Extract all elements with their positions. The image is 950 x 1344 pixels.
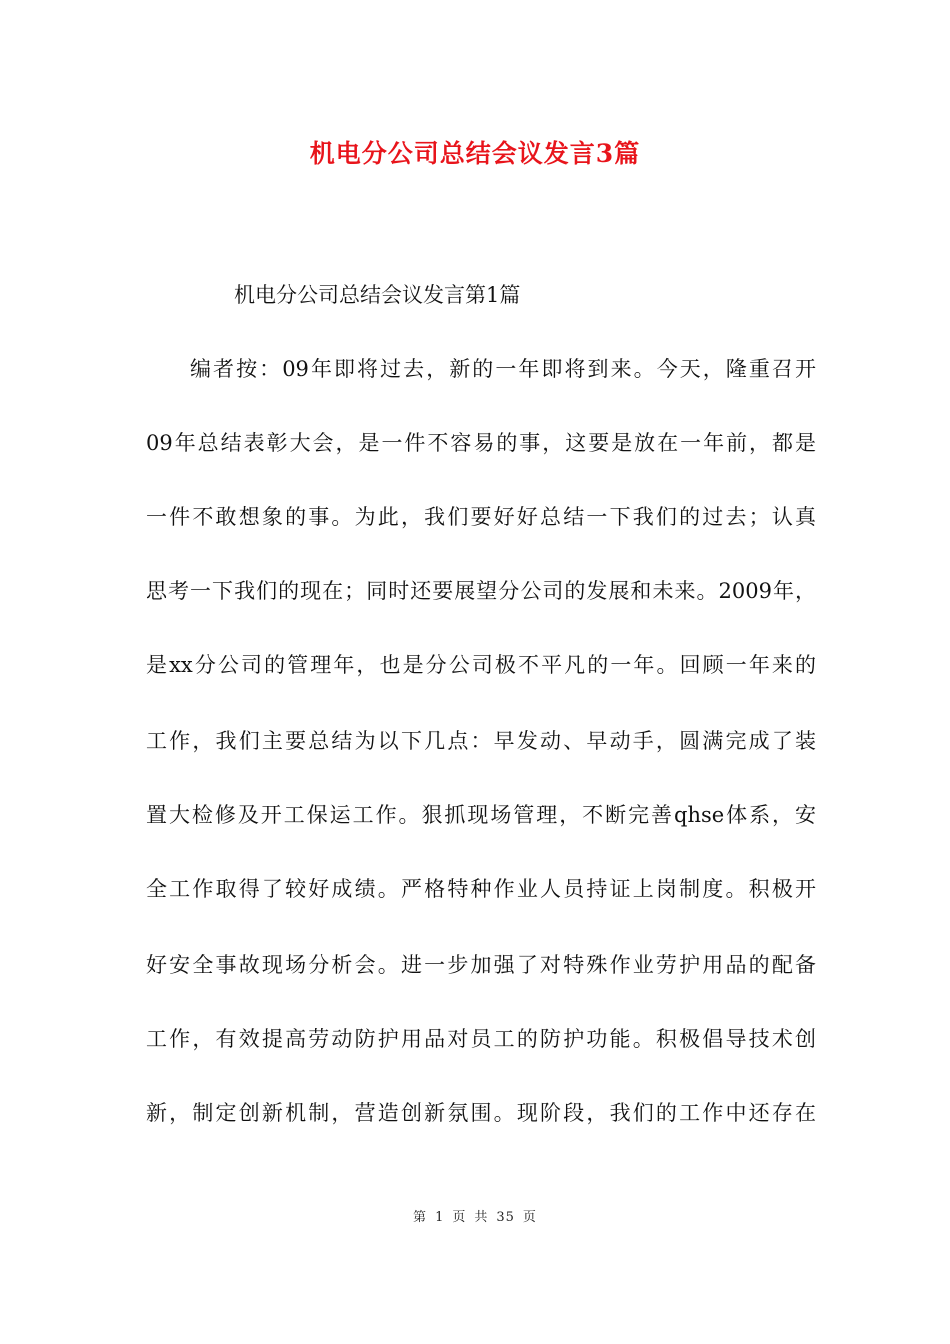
paragraph-line: 好安全事故现场分析会。进一步加强了对特殊作业劳护用品的配备	[146, 953, 816, 977]
paragraph-line: 工作，我们主要总结为以下几点：早发动、早动手，圆满完成了装	[146, 729, 816, 753]
footer-current-page: 1	[435, 1210, 445, 1225]
paragraph-line: 思考一下我们的现在；同时还要展望分公司的发展和未来。2009年，	[146, 579, 816, 603]
paragraph-line: 工作，有效提高劳动防护用品对员工的防护功能。积极倡导技术创	[146, 1027, 816, 1051]
paragraph-line: 编者按：09年即将过去，新的一年即将到来。今天，隆重召开	[190, 357, 816, 381]
footer-label-page-end: 页	[522, 1210, 537, 1225]
paragraph-line: 09年总结表彰大会，是一件不容易的事，这要是放在一年前，都是	[146, 431, 816, 455]
paragraph-line: 一件不敢想象的事。为此，我们要好好总结一下我们的过去；认真	[146, 505, 816, 529]
section-heading: 机电分公司总结会议发言第1篇	[234, 283, 521, 307]
page-footer	[0, 1208, 950, 1228]
paragraph-line: 新，制定创新机制，营造创新氛围。现阶段，我们的工作中还存在	[146, 1101, 816, 1125]
paragraph-line: 全工作取得了较好成绩。严格特种作业人员持证上岗制度。积极开	[146, 877, 816, 901]
document-title: 机电分公司总结会议发言3篇	[309, 139, 641, 168]
paragraph-line: 是xx分公司的管理年，也是分公司极不平凡的一年。回顾一年来的	[146, 653, 816, 677]
footer-label-total: 共	[474, 1210, 489, 1225]
footer-label-of: 页	[452, 1210, 467, 1225]
footer-label-page: 第	[413, 1210, 428, 1225]
footer-total-pages: 35	[496, 1210, 515, 1225]
paragraph-line: 置大检修及开工保运工作。狠抓现场管理，不断完善qhse体系，安	[146, 803, 816, 827]
